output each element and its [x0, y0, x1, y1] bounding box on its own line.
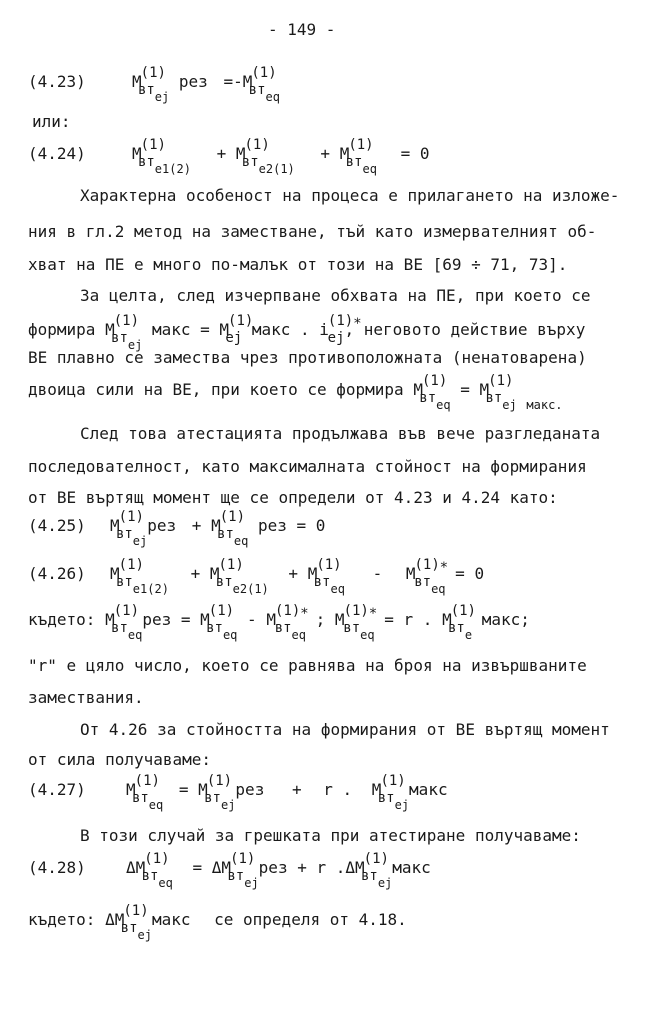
- paragraph-5-line-1: От 4.26 за стойността на формирания от ВЕ въртящ момент: [80, 720, 610, 739]
- paragraph-4-line-2: замествания.: [28, 688, 144, 707]
- paragraph-4-line-1: "r" е цяло число, което се равнява на броя на извършваните: [28, 656, 587, 675]
- paragraph-2-line-4: двоица сили на ВЕ, при което се формира $M(1)вт_{eq} = M(1)вт_{ej}$ $_{макс.}$: [28, 373, 563, 412]
- page-number: - 149 -: [268, 20, 336, 39]
- moment-term: $M(1)вт_{ej}$ рез $=-M(1)вт_{eq}$: [132, 65, 280, 104]
- equation-label: (4.25): [28, 516, 86, 535]
- res-text: рез: [178, 72, 208, 91]
- paragraph-3-line-1: След това атестацията продължава във вече разгледаната: [80, 424, 601, 443]
- text-ili: или:: [32, 112, 71, 131]
- paragraph-2-line-3: ВЕ плавно се замества чрез противоположната (ненатоварена): [28, 348, 587, 367]
- paragraph-2-line-2: формира $M(1)вт_{ej}$ макс = M(1)ej макс . i(1)∗ej, неговото действие върху: [28, 313, 586, 352]
- paragraph-3-line-3: от ВЕ въртящ момент ще се определи от 4.23 и 4.24 като:: [28, 488, 558, 507]
- equation-label: (4.23): [28, 72, 86, 91]
- where-line-2: където: $\Delta M(1)вт_{ej}макс$ се определя от 4.18.: [28, 903, 407, 942]
- equation-label: (4.26): [28, 564, 86, 583]
- paragraph-6: В този случай за грешката при атестиране получаваме:: [80, 826, 581, 845]
- equation-label: (4.27): [28, 780, 86, 799]
- paragraph-1-line-2: ния в гл.2 метод на заместване, тъй като измервателният об-: [28, 222, 597, 241]
- document-page: - 149 - (4.23) $M(1)вт_{ej}$ рез $=-M(1)вт_{eq}$ или: (4.24) $M(1)вт_{e1(2)} + M(1)вт_{e2(1)} + M(1)вт_{eq} = 0$ Характерна особеност на процеса е прилагането на изложе- ния в гл.2 метод на заместване, тъй като измервателният об- хват на ПЕ е много по-малък от този на ВЕ [69 ÷ 71, 73]. За целта, след изчерпване обхвата на ПЕ, при което се формира $M(1)вт_{ej}$ макс = M(1)ej макс . i(1)∗ej, неговото действие върху ВЕ плавно се замества чрез противоположната (ненатоварена) двоица сили на ВЕ, при което се формира $M(1)вт_{eq} = M(1)вт_{ej}$ $_{макс.}$ След това атестацията продължава във вече разгледаната последователност, като максималната стойност на формирания от ВЕ въртящ момент ще се определи от 4.23 и 4.24 като: (4.25) $M(1)вт_{ej}рез + M(1)вт_{eq}$ рез = 0 (4.26) $M(1)вт_{e1(2)} + M(1)вт_{e2(1)} + M(1)вт_{eq}$ - $M(1)∗вт_{eq} = 0$ където: $M(1)вт_{eq}рез = M(1)вт_{eq}$ - $M(1)∗вт_{eq}$ ; $M(1)∗вт_{eq} = r$ . $M(1)вт_e$ макс; "r" е цяло число, което се равнява на броя на извършваните замествания. От 4.26 за стойността на формирания от ВЕ въртящ момент от сила получаваме: (4.27) $M(1)вт_{eq} = M(1)вт_{ej}рез + r$ . $M(1)вт_{ej}макс$ В този случай за грешката при атестиране получаваме: (4.28) $\Delta M(1)вт_{eq} = \Delta M(1)вт_{ej}рез + r$ $.\Delta M(1)вт_{ej}макс$ където: $\Delta M(1)вт_{ej}макс$ се определя от 4.18.: [0, 0, 655, 1024]
- paragraph-1-line-3: хват на ПЕ е много по-малък от този на ВЕ [69 ÷ 71, 73].: [28, 255, 568, 274]
- paragraph-2-line-1: За целта, след изчерпване обхвата на ПЕ, при което се: [80, 286, 591, 305]
- where-line-1: където: $M(1)вт_{eq}рез = M(1)вт_{eq}$ - $M(1)∗вт_{eq}$ ; $M(1)∗вт_{eq} = r$ . $M(1)вт_e$ макс;: [28, 603, 530, 642]
- paragraph-5-line-2: от сила получаваме:: [28, 750, 212, 769]
- paragraph-1-line-1: Характерна особеност на процеса е прилагането на изложе-: [80, 186, 620, 205]
- equation-label: (4.24): [28, 144, 86, 163]
- equation-label: (4.28): [28, 858, 86, 877]
- paragraph-3-line-2: последователност, като максималната стойност на формирания: [28, 457, 587, 476]
